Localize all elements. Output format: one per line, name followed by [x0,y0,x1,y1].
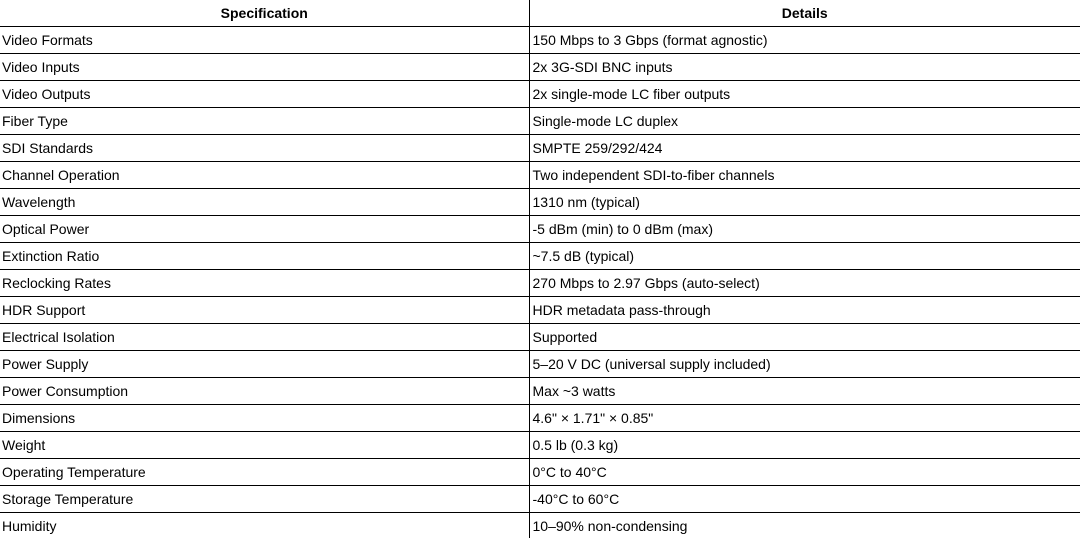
spec-name-cell: Storage Temperature [0,486,529,513]
spec-value-cell: ~7.5 dB (typical) [529,243,1080,270]
table-row [0,486,1080,513]
spec-name-cell: Video Inputs [0,54,529,81]
spec-value-cell: 150 Mbps to 3 Gbps (format agnostic) [529,27,1080,54]
spec-name-cell: Channel Operation [0,162,529,189]
spec-value-cell: Single-mode LC duplex [529,108,1080,135]
spec-name-cell: Humidity [0,513,529,538]
table-header [0,0,1080,27]
table-row [0,81,1080,108]
table-row [0,378,1080,405]
spec-name-cell: Video Formats [0,27,529,54]
table-row [0,459,1080,486]
spec-value-cell: -5 dBm (min) to 0 dBm (max) [529,216,1080,243]
spec-name-cell: Power Supply [0,351,529,378]
spec-value-cell: 4.6" × 1.71" × 0.85" [529,405,1080,432]
table-row [0,351,1080,378]
spec-value-cell: SMPTE 259/292/424 [529,135,1080,162]
spec-name-cell: Fiber Type [0,108,529,135]
spec-value-cell: 0.5 lb (0.3 kg) [529,432,1080,459]
spec-name-cell: Extinction Ratio [0,243,529,270]
spec-value-cell: 5–20 V DC (universal supply included) [529,351,1080,378]
table-row [0,432,1080,459]
spec-value-cell: Max ~3 watts [529,378,1080,405]
spec-name-cell: Optical Power [0,216,529,243]
spec-name-cell: Power Consumption [0,378,529,405]
spec-value-cell: HDR metadata pass-through [529,297,1080,324]
table-row [0,54,1080,81]
spec-value-cell: 270 Mbps to 2.97 Gbps (auto-select) [529,270,1080,297]
spec-name-cell: Wavelength [0,189,529,216]
spec-value-cell: 2x single-mode LC fiber outputs [529,81,1080,108]
table-row [0,27,1080,54]
column-header-details: Details [529,0,1080,27]
spec-value-cell: 1310 nm (typical) [529,189,1080,216]
table-row [0,189,1080,216]
table-row [0,270,1080,297]
table-row [0,324,1080,351]
column-header-specification: Specification [0,0,529,27]
spec-value-cell: Two independent SDI-to-fiber channels [529,162,1080,189]
spec-name-cell: HDR Support [0,297,529,324]
spec-name-cell: Weight [0,432,529,459]
spec-value-cell: 10–90% non-condensing [532,518,688,534]
spec-name-cell: Operating Temperature [0,459,529,486]
spec-value-cell: Supported [529,324,1080,351]
table-row [0,297,1080,324]
spec-name-cell: SDI Standards [0,135,529,162]
table-row [0,513,1080,538]
table-row [0,108,1080,135]
table-row [0,135,1080,162]
spec-name-cell: Video Outputs [0,81,529,108]
header-row [0,0,1080,27]
table-row [0,405,1080,432]
spec-name-cell: Dimensions [0,405,529,432]
spec-value-cell: 0°C to 40°C [529,459,1080,486]
spec-name-cell: Reclocking Rates [0,270,529,297]
spec-value-cell: 2x 3G-SDI BNC inputs [529,54,1080,81]
table-body [0,27,1080,538]
spec-value-cell: -40°C to 60°C [529,486,1080,513]
table-row [0,243,1080,270]
spec-name-cell: Electrical Isolation [0,324,529,351]
table-row [0,162,1080,189]
table-row [0,216,1080,243]
